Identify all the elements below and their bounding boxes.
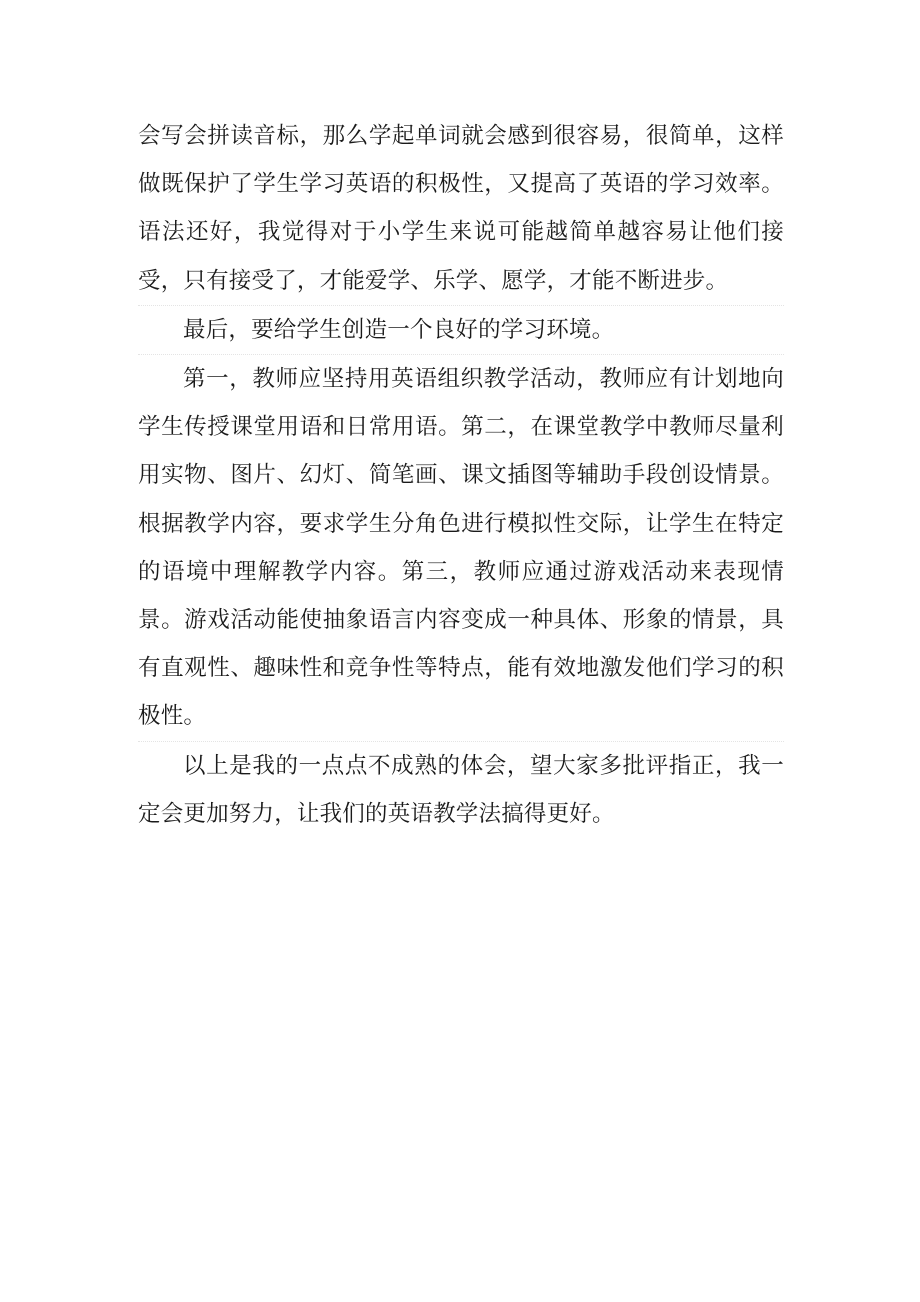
paragraph-conclusion: 以上是我的一点点不成熟的体会，望大家多批评指正，我一定会更加努力，让我们的英语教学法搞得更好。	[138, 752, 784, 827]
paragraph-teaching-methods: 第一，教师应坚持用英语组织教学活动，教师应有计划地向学生传授课堂用语和日常用语。第二，在课堂教学中教师尽量利用实物、图片、幻灯、简笔画、课文插图等辅助手段创设情景。根据教学内容，要求学生分角色进行模拟性交际，让学生在特定的语境中理解教学内容。第三，教师应通过游戏活动来表现情景。游戏活动能使抽象语言内容变成一种具体、形象的情景，具有直观性、趣味性和竞争性等特点，能有效地激发他们学习的积极性。	[138, 355, 784, 742]
document-body	[138, 112, 784, 838]
paragraph-learning-environment: 最后，要给学生创造一个良好的学习环境。	[138, 306, 784, 355]
paragraph-continuation: 会写会拼读音标，那么学起单词就会感到很容易，很简单，这样做既保护了学生学习英语的积极性，又提高了英语的学习效率。语法还好，我觉得对于小学生来说可能越简单越容易让他们接受，只有接受了，才能爱学、乐学、愿学，才能不断进步。	[138, 112, 784, 306]
